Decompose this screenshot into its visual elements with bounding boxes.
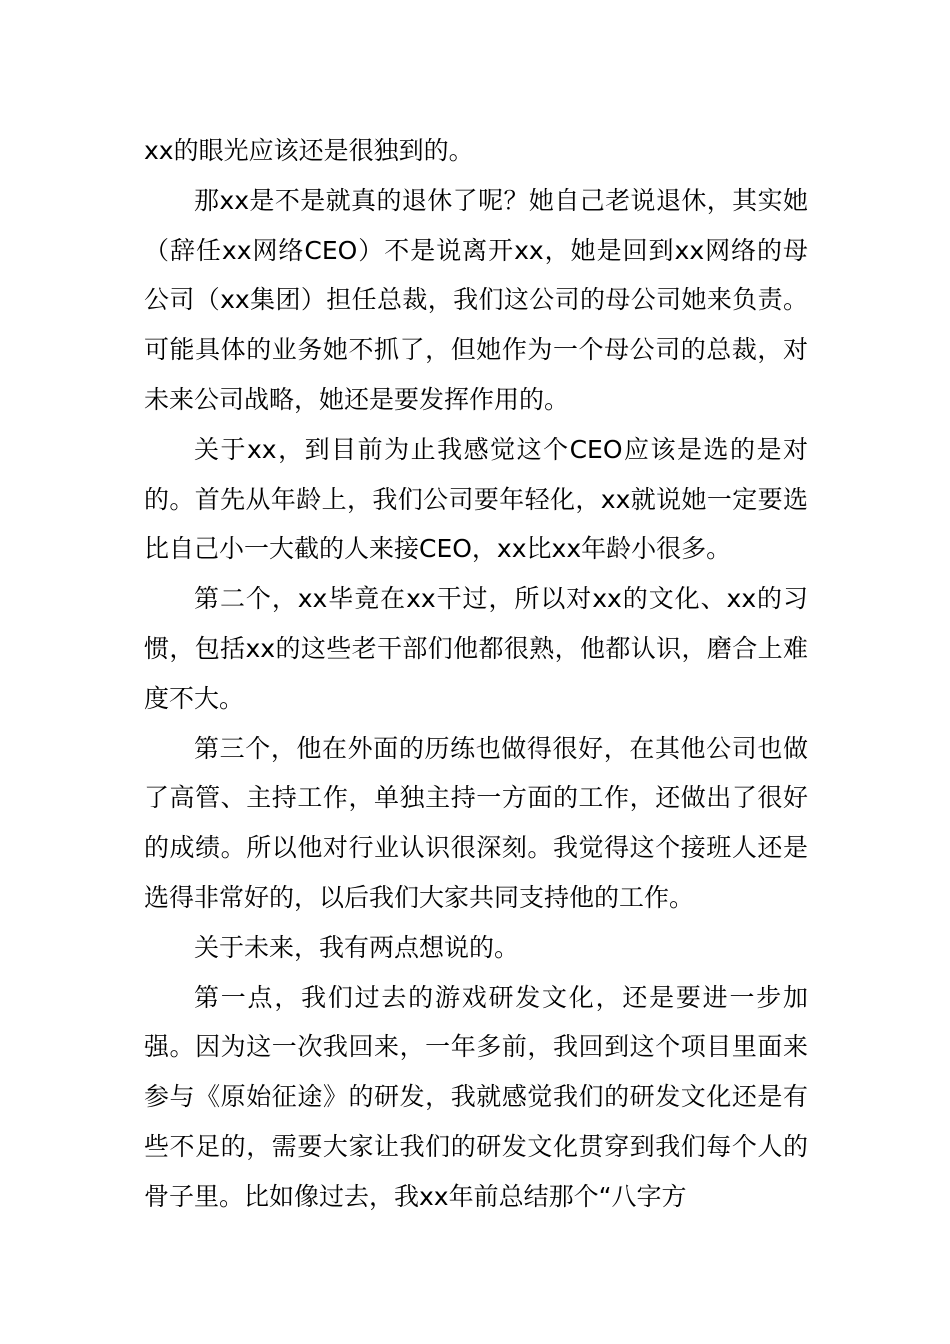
paragraph-7: 第一点，我们过去的游戏研发文化，还是要进一步加强。因为这一次我回来，一年多前，我回到这个项目里面来参与《原始征途》的研发，我就感觉我们的研发文化还是有些不足的，需要大家让我们的研发文化贯穿到我们每个人的骨子里。比如像过去，我xx年前总结那个“八字方 <box>144 982 808 1211</box>
paragraph-2: 那xx是不是就真的退休了呢？她自己老说退休，其实她（辞任xx网络CEO）不是说离开xx，她是回到xx网络的母公司（xx集团）担任总裁，我们这公司的母公司她来负责。可能具体的业务她不抓了，但她作为一个母公司的总裁，对未来公司战略，她还是要发挥作用的。 <box>144 185 808 414</box>
paragraph-6: 关于未来，我有两点想说的。 <box>194 932 520 962</box>
paragraph-4: 第二个，xx毕竟在xx干过，所以对xx的文化、xx的习惯，包括xx的这些老干部们他都很熟，他都认识，磨合上难度不大。 <box>144 584 808 713</box>
paragraph-1: xx的眼光应该还是很独到的。 <box>144 136 474 165</box>
document-body <box>144 126 808 1222</box>
paragraph-3: 关于xx，到目前为止我感觉这个CEO应该是选的是对的。首先从年龄上，我们公司要年轻化，xx就说她一定要选比自己小一大截的人来接CEO，xx比xx年龄小很多。 <box>144 434 808 564</box>
paragraph-5: 第三个，他在外面的历练也做得很好，在其他公司也做了高管、主持工作，单独主持一方面的工作，还做出了很好的成绩。所以他对行业认识很深刻。我觉得这个接班人还是选得非常好的，以后我们大家共同支持他的工作。 <box>144 733 808 912</box>
